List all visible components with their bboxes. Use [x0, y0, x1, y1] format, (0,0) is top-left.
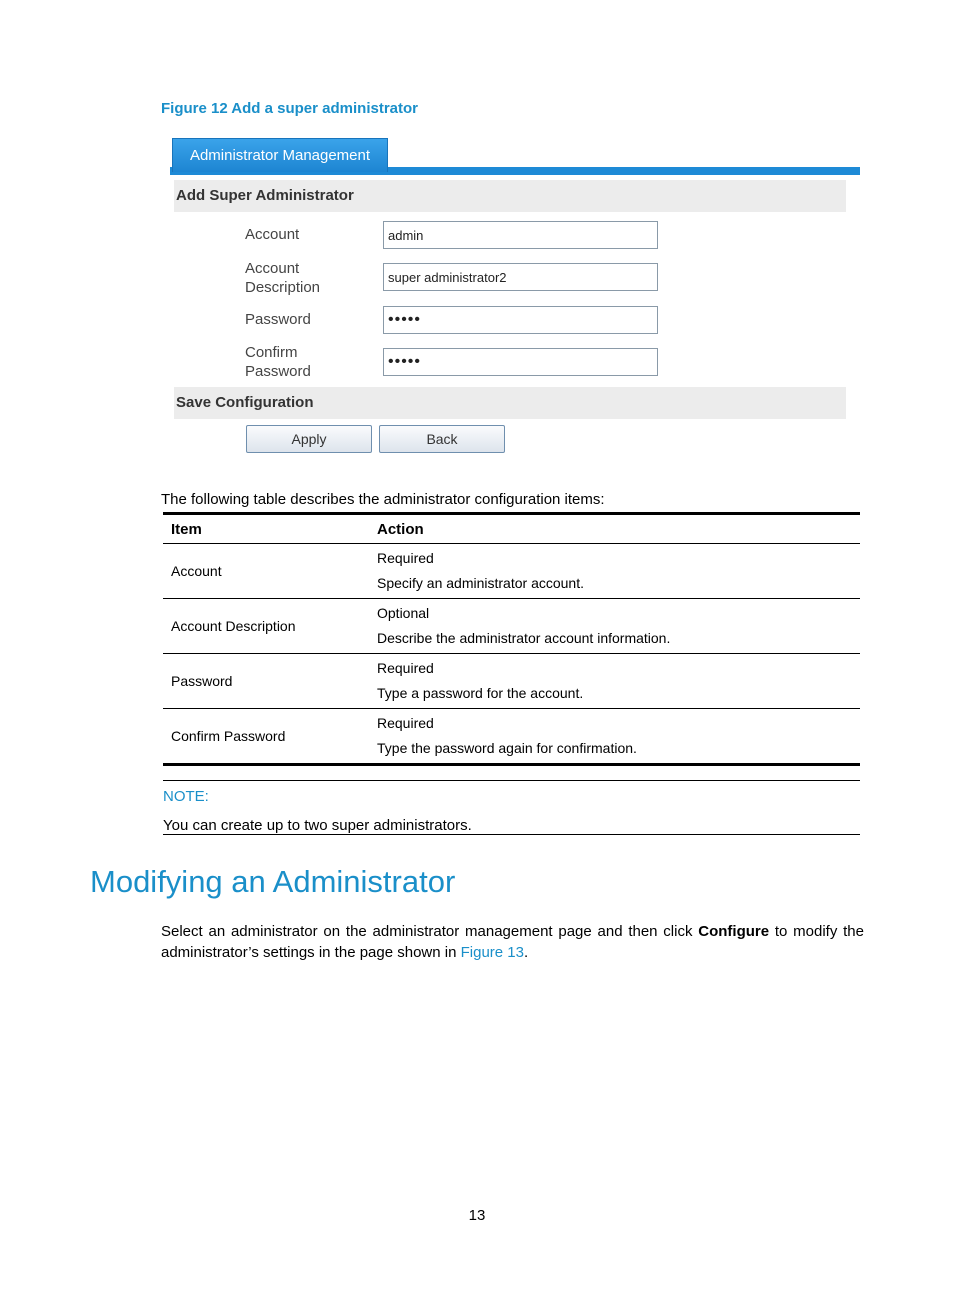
header-item: Item	[163, 514, 369, 544]
row-action	[369, 599, 860, 654]
action-requirement: Optional	[377, 605, 430, 621]
table-intro-text: The following table describes the administrator configuration items:	[161, 491, 605, 508]
configuration-items-table	[163, 512, 860, 766]
confirm-password-label-line2: Password	[245, 363, 311, 380]
row-action	[369, 654, 860, 709]
section-heading: Modifying an Administrator	[90, 864, 456, 899]
table-header-row	[163, 514, 860, 544]
note-box	[163, 780, 860, 835]
section-add-super-administrator: Add Super Administrator	[174, 180, 846, 212]
back-button[interactable]: Back	[379, 425, 505, 453]
action-requirement: Required	[377, 550, 434, 566]
row-item: Account	[163, 544, 369, 599]
action-requirement: Required	[377, 660, 434, 676]
table-row	[163, 709, 860, 765]
table-row	[163, 599, 860, 654]
body-paragraph	[161, 921, 864, 963]
confirm-password-label-line1: Confirm	[245, 344, 298, 361]
figure-13-link[interactable]: Figure 13	[460, 944, 524, 961]
section-save-configuration: Save Configuration	[174, 387, 846, 419]
account-label: Account	[245, 226, 300, 243]
confirm-password-input[interactable]: •••••	[383, 348, 658, 376]
action-description: Type a password for the account.	[377, 685, 584, 701]
row-action	[369, 544, 860, 599]
action-description: Specify an administrator account.	[377, 575, 584, 591]
account-description-label-line1: Account	[245, 260, 300, 277]
figure-caption: Figure 12 Add a super administrator	[161, 100, 418, 117]
table-row	[163, 654, 860, 709]
confirm-password-label	[245, 343, 311, 381]
action-requirement: Required	[377, 715, 434, 731]
configure-bold: Configure	[698, 923, 770, 940]
apply-button[interactable]: Apply	[246, 425, 372, 453]
account-description-label	[245, 259, 320, 297]
admin-management-screenshot	[170, 133, 860, 463]
note-label: NOTE:	[163, 788, 209, 805]
header-action: Action	[369, 514, 860, 544]
action-description: Type the password again for confirmation.	[377, 740, 637, 756]
password-label: Password	[245, 311, 311, 328]
paragraph-text-1: Select an administrator on the administrator management page and then click	[161, 923, 699, 940]
note-text: You can create up to two super administrators.	[163, 817, 472, 834]
row-item: Confirm Password	[163, 709, 369, 765]
row-item: Account Description	[163, 599, 369, 654]
tab-administrator-management[interactable]: Administrator Management	[172, 138, 388, 172]
action-description: Describe the administrator account information.	[377, 630, 671, 646]
paragraph-text-2: to modify the administrator’s settings in the page shown in	[161, 923, 864, 961]
row-item: Password	[163, 654, 369, 709]
password-input[interactable]: •••••	[383, 306, 658, 334]
table-row	[163, 544, 860, 599]
paragraph-text-3: .	[524, 944, 529, 961]
account-input[interactable]	[383, 221, 658, 249]
account-description-label-line2: Description	[245, 279, 321, 296]
account-description-input[interactable]	[383, 263, 658, 291]
row-action	[369, 709, 860, 765]
page-number: 13	[468, 1207, 486, 1224]
